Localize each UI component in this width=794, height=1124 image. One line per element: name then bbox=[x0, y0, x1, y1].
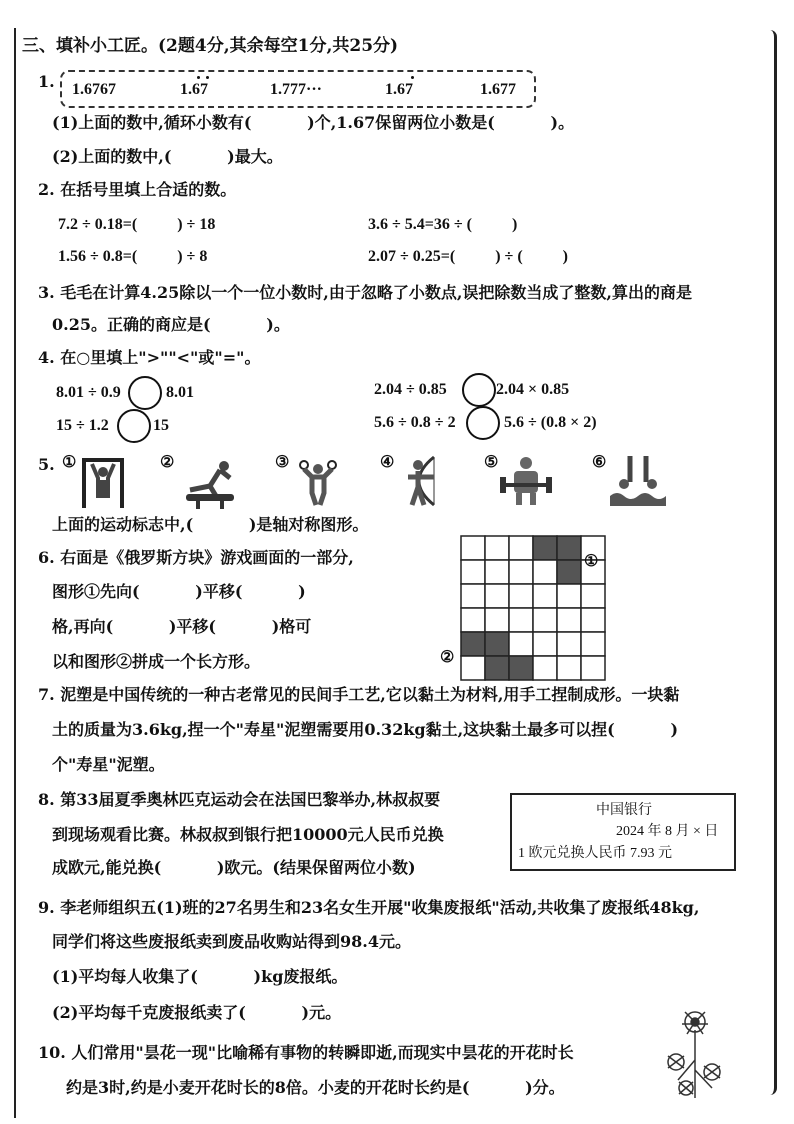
tetris-empty-cell bbox=[461, 608, 485, 632]
q2-title: 2. 在括号里填上合适的数。 bbox=[38, 180, 237, 199]
q1-number-3: 1.777··· bbox=[270, 81, 323, 98]
tetris-empty-cell bbox=[509, 608, 533, 632]
q1-sub2: (2)上面的数中,( )最大。 bbox=[52, 147, 283, 166]
bank-name: 中国银行 bbox=[596, 802, 652, 818]
q9-sub2: (2)平均每千克废报纸卖了( )元。 bbox=[52, 1003, 342, 1022]
q10-line2: 约是3时,约是小麦开花时长的8倍。小麦的开花时长约是( )分。 bbox=[66, 1078, 565, 1097]
q4-c-right: 15 bbox=[153, 417, 169, 434]
compare-circle[interactable] bbox=[466, 406, 500, 440]
tetris-empty-cell bbox=[461, 560, 485, 584]
q2-a: 7.2 ÷ 0.18=( ) ÷ 18 bbox=[58, 216, 216, 233]
tetris-filled-cell bbox=[557, 536, 581, 560]
tetris-empty-cell bbox=[557, 608, 581, 632]
tetris-empty-cell bbox=[461, 584, 485, 608]
tetris-empty-cell bbox=[557, 584, 581, 608]
q7-line3: 个"寿星"泥塑。 bbox=[52, 755, 165, 774]
repeat-dot bbox=[206, 76, 209, 79]
compare-circle[interactable] bbox=[117, 409, 151, 443]
q4-b-right: 2.04 × 0.85 bbox=[496, 381, 570, 398]
q4-a-right: 8.01 bbox=[166, 384, 194, 401]
q5-number: 5. bbox=[38, 455, 55, 474]
tetris-filled-cell bbox=[509, 656, 533, 680]
tetris-empty-cell bbox=[485, 560, 509, 584]
q2-b: 3.6 ÷ 5.4=36 ÷ ( ) bbox=[368, 216, 518, 233]
epiphyllum-flower-illustration bbox=[660, 1000, 730, 1100]
q1-number-1: 1.6767 bbox=[72, 81, 116, 98]
q7-line2: 土的质量为3.6kg,捏一个"寿星"泥塑需要用0.32kg黏土,这块黏土最多可以捏( ) bbox=[52, 720, 679, 739]
rings-athlete-icon bbox=[298, 455, 338, 507]
q6-line1: 6. 右面是《俄罗斯方块》游戏画面的一部分, bbox=[38, 548, 354, 567]
tetris-empty-cell bbox=[509, 632, 533, 656]
tetris-empty-cell bbox=[509, 560, 533, 584]
q1-number-2: 1.67 bbox=[180, 81, 208, 98]
q10-line1: 10. 人们常用"昙花一现"比喻稀有事物的转瞬即逝,而现实中昙花的开花时长 bbox=[38, 1043, 574, 1062]
q6-line2: 图形①先向( )平移( ) bbox=[52, 582, 306, 601]
q6-line3: 格,再向( )平移( )格可 bbox=[52, 617, 312, 636]
compare-circle[interactable] bbox=[128, 376, 162, 410]
q5-label-5: ⑤ bbox=[484, 452, 499, 471]
tetris-empty-cell bbox=[581, 656, 605, 680]
synchronized-swimming-icon bbox=[610, 452, 666, 506]
tetris-empty-cell bbox=[557, 632, 581, 656]
q3-line1: 3. 毛毛在计算4.25除以一个一位小数时,由于忽略了小数点,误把除数当成了整数,算出的商是 bbox=[38, 283, 692, 302]
q3-line2: 0.25。正确的商应是( )。 bbox=[52, 315, 290, 334]
q4-a-left: 8.01 ÷ 0.9 bbox=[56, 384, 121, 401]
tetris-empty-cell bbox=[485, 536, 509, 560]
q4-d-left: 5.6 ÷ 0.8 ÷ 2 bbox=[374, 414, 456, 431]
q8-line2: 到现场观看比赛。林叔叔到银行把10000元人民币兑换 bbox=[52, 825, 444, 844]
horizontal-bar-athlete-icon bbox=[80, 452, 126, 508]
q1-number-5: 1.677 bbox=[480, 81, 516, 98]
tetris-filled-cell bbox=[485, 632, 509, 656]
q4-c-left: 15 ÷ 1.2 bbox=[56, 417, 109, 434]
q1-number-4: 1.67 bbox=[385, 81, 413, 98]
page-right-bracket bbox=[770, 30, 777, 1095]
pommel-horse-athlete-icon bbox=[180, 458, 242, 510]
tetris-empty-cell bbox=[509, 536, 533, 560]
q5-label-3: ③ bbox=[275, 452, 290, 471]
repeat-dot bbox=[197, 76, 200, 79]
bank-rate: 1 欧元兑换人民币 7.93 元 bbox=[518, 846, 672, 861]
tetris-empty-cell bbox=[533, 560, 557, 584]
q5-label-2: ② bbox=[160, 452, 175, 471]
q7-line1: 7. 泥塑是中国传统的一种古老常见的民间手工艺,它以黏土为材料,用手工捏制成形。一块黏 bbox=[38, 685, 680, 704]
q5-label-6: ⑥ bbox=[592, 452, 607, 471]
repeat-dot bbox=[411, 76, 414, 79]
archery-athlete-icon bbox=[398, 455, 444, 507]
tetris-filled-cell bbox=[557, 560, 581, 584]
q8-line1: 8. 第33届夏季奥林匹克运动会在法国巴黎举办,林叔叔要 bbox=[38, 790, 441, 809]
q8-line3: 成欧元,能兑换( )欧元。(结果保留两位小数) bbox=[52, 858, 416, 877]
tetris-empty-cell bbox=[461, 656, 485, 680]
compare-circle[interactable] bbox=[462, 373, 496, 407]
tetris-filled-cell bbox=[485, 656, 509, 680]
q1-sub1: (1)上面的数中,循环小数有( )个,1.67保留两位小数是( )。 bbox=[52, 113, 575, 132]
tetris-filled-cell bbox=[533, 536, 557, 560]
tetris-empty-cell bbox=[581, 632, 605, 656]
tetris-empty-cell bbox=[581, 608, 605, 632]
tetris-empty-cell bbox=[557, 656, 581, 680]
weightlifting-athlete-icon bbox=[500, 455, 552, 507]
q4-b-left: 2.04 ÷ 0.85 bbox=[374, 381, 447, 398]
tetris-empty-cell bbox=[485, 584, 509, 608]
tetris-empty-cell bbox=[533, 584, 557, 608]
tetris-empty-cell bbox=[581, 584, 605, 608]
q9-line2: 同学们将这些废报纸卖到废品收购站得到98.4元。 bbox=[52, 932, 411, 951]
q4-title: 4. 在○里填上">""<"或"="。 bbox=[38, 348, 261, 367]
bank-date: 2024 年 8 月 × 日 bbox=[616, 824, 719, 839]
q9-line1: 9. 李老师组织五(1)班的27名男生和23名女生开展"收集废报纸"活动,共收集了废报纸48kg, bbox=[38, 898, 700, 917]
q2-c: 1.56 ÷ 0.8=( ) ÷ 8 bbox=[58, 248, 208, 265]
tetris-shape-2-label: ② bbox=[440, 647, 455, 666]
q5-label-1: ① bbox=[62, 452, 77, 471]
q9-sub1: (1)平均每人收集了( )kg废报纸。 bbox=[52, 967, 348, 986]
q6-line4: 以和图形②拼成一个长方形。 bbox=[52, 652, 261, 671]
tetris-empty-cell bbox=[485, 608, 509, 632]
tetris-shape-1-label: ① bbox=[584, 551, 599, 570]
q5-label-4: ④ bbox=[380, 452, 395, 471]
page-left-rule bbox=[14, 28, 16, 1118]
tetris-empty-cell bbox=[533, 656, 557, 680]
q2-d: 2.07 ÷ 0.25=( ) ÷ ( ) bbox=[368, 248, 568, 265]
q4-d-right: 5.6 ÷ (0.8 × 2) bbox=[504, 414, 597, 431]
tetris-empty-cell bbox=[533, 608, 557, 632]
q1-number: 1. bbox=[38, 72, 55, 91]
tetris-empty-cell bbox=[461, 536, 485, 560]
q5-text: 上面的运动标志中,( )是轴对称图形。 bbox=[52, 515, 369, 534]
tetris-empty-cell bbox=[509, 584, 533, 608]
tetris-empty-cell bbox=[533, 632, 557, 656]
tetris-filled-cell bbox=[461, 632, 485, 656]
section-title: 三、填补小工匠。(2题4分,其余每空1分,共25分) bbox=[22, 36, 399, 56]
